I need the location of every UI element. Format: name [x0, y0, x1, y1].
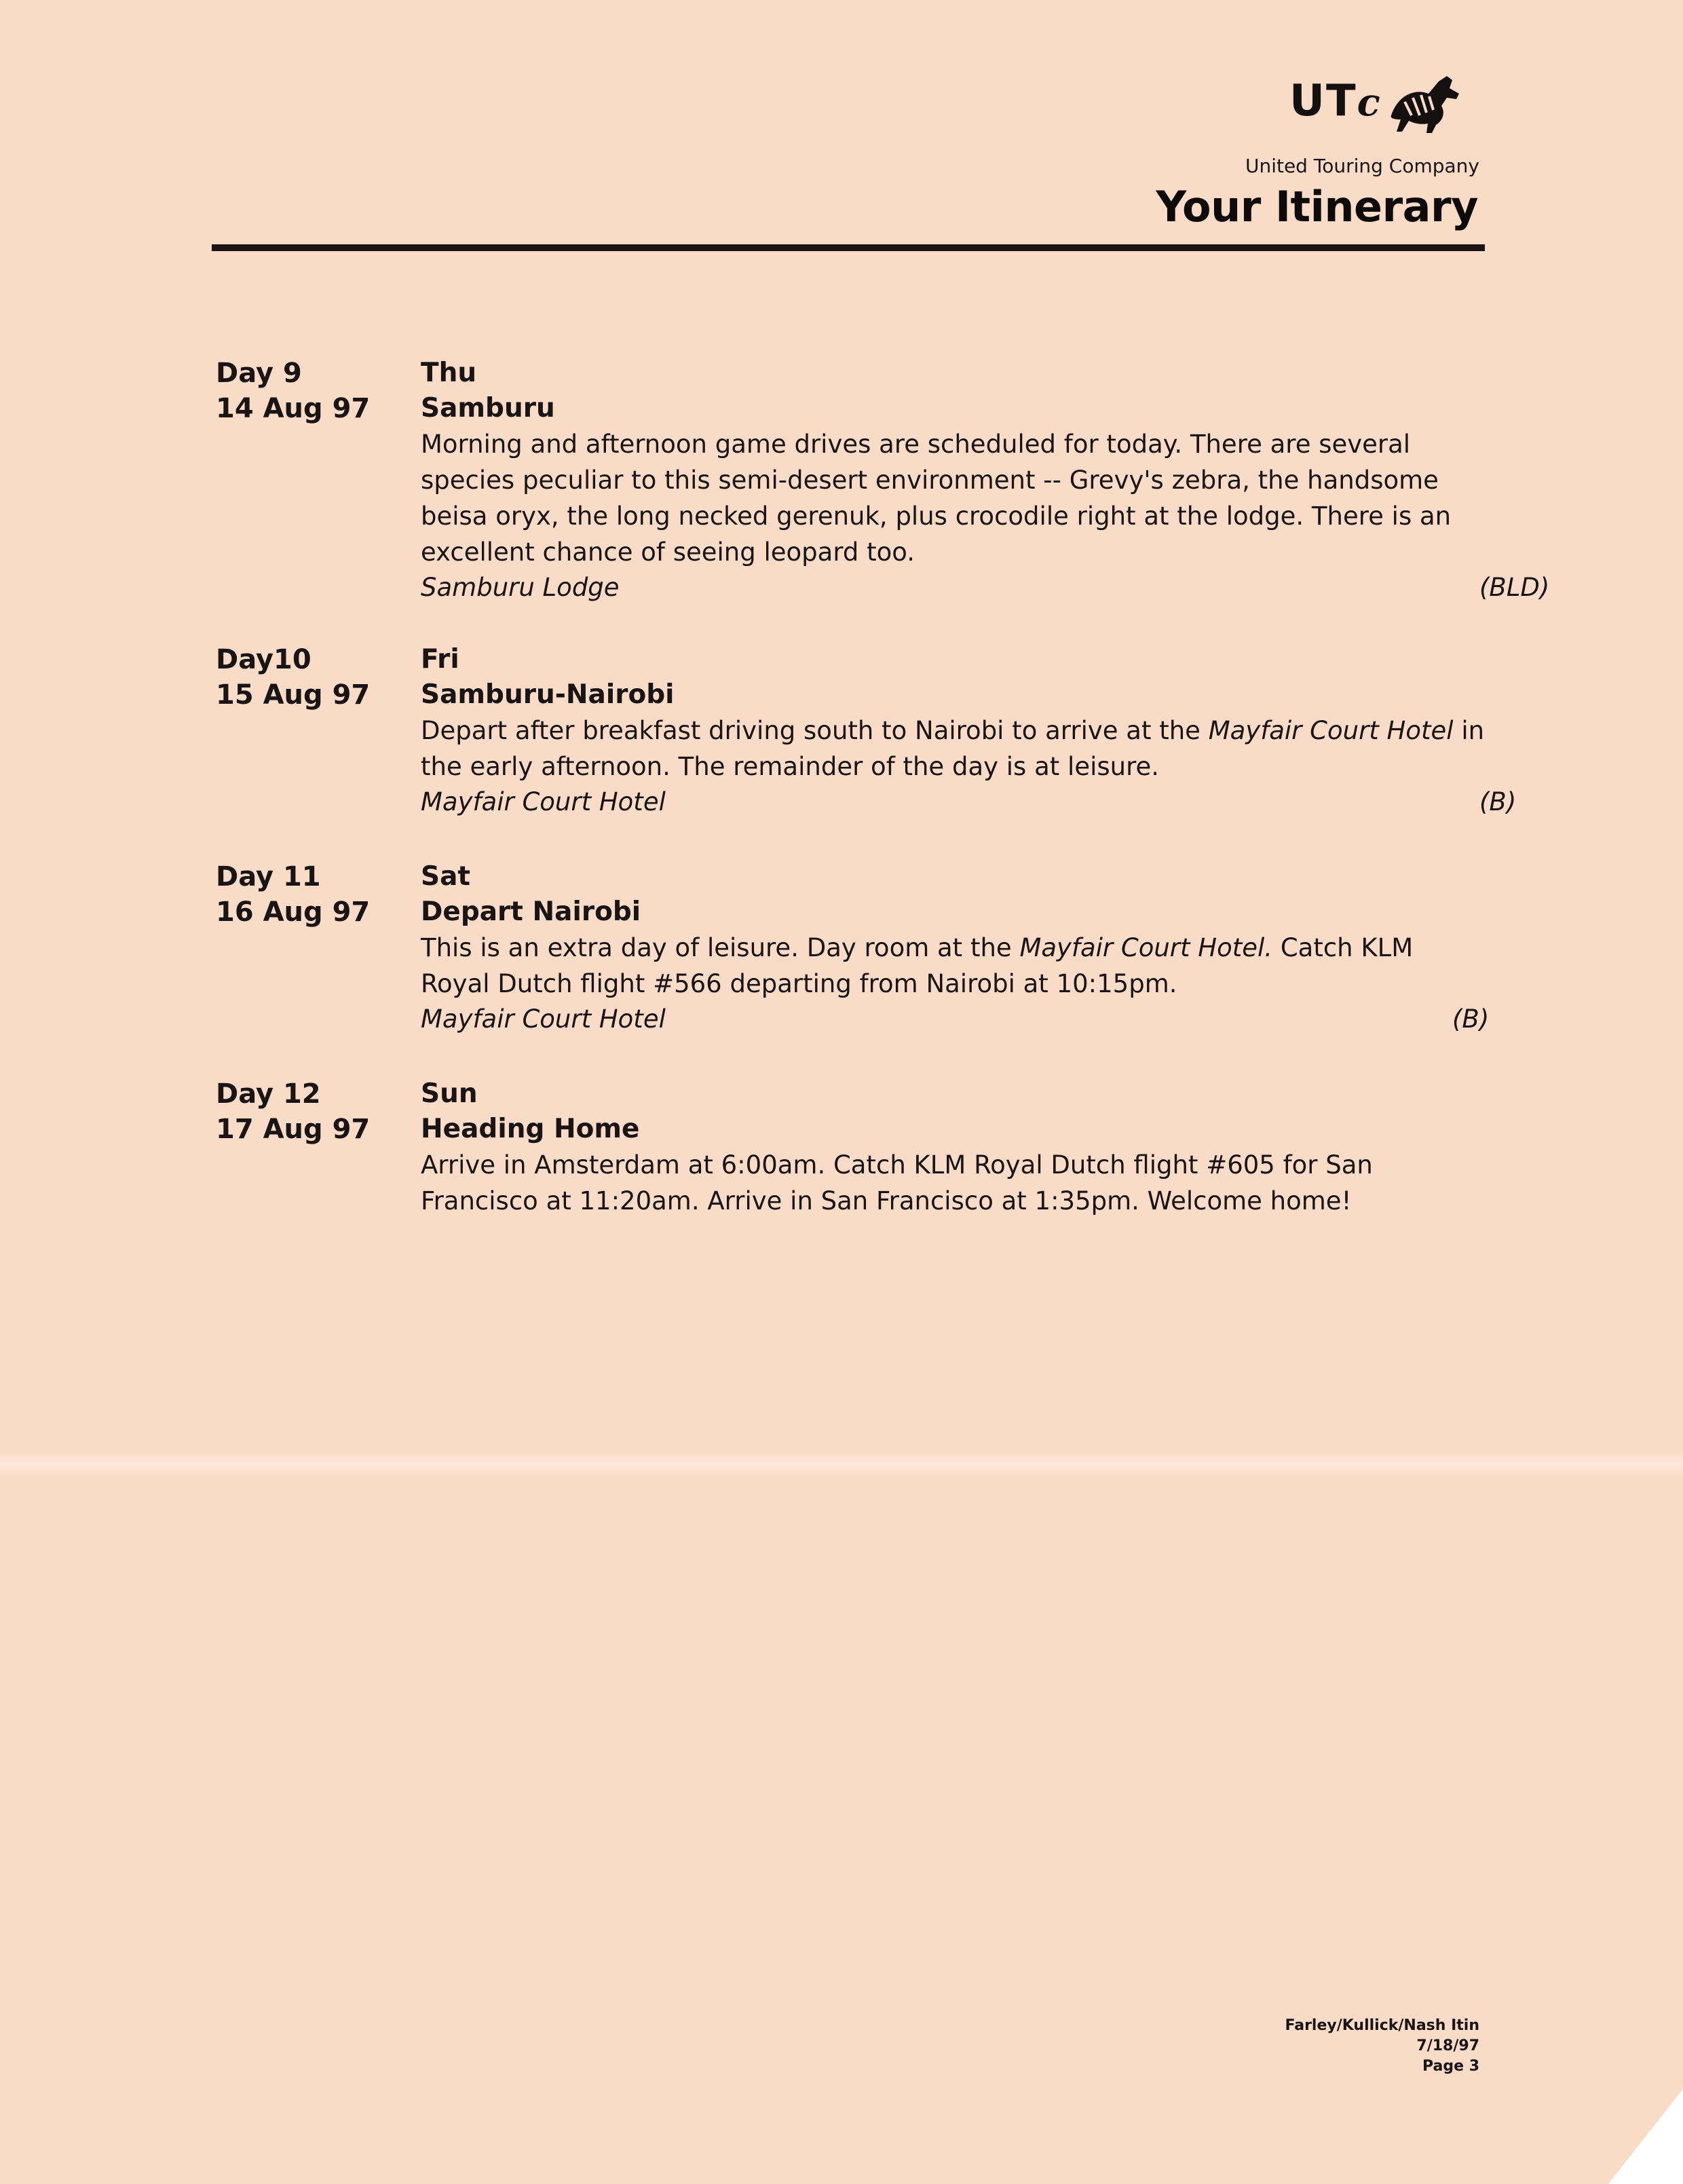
hotel-name-inline: Mayfair Court Hotel: [1208, 716, 1454, 745]
day-description: Arrive in Amsterdam at 6:00am. Catch KLM Royal Dutch flight #605 for San Francisco at 11:20am. Arrive in San Francisco at 1:35pm. Welcome home!: [421, 1150, 1373, 1216]
day-number: Day 12: [216, 1078, 321, 1110]
logo-text: [1289, 76, 1382, 126]
day-info: [216, 356, 406, 426]
day-info: [216, 642, 406, 713]
accommodation: Mayfair Court Hotel: [421, 1004, 666, 1034]
description-text: Depart after breakfast driving south to Nairobi to arrive at the: [421, 716, 1209, 745]
day-number: Day 9: [216, 358, 302, 389]
day-details: [421, 356, 1550, 607]
paper-fold-crease: [0, 1452, 1683, 1477]
accommodation: Samburu Lodge: [421, 573, 620, 602]
weekday: Fri: [421, 644, 459, 675]
logo-c: c: [1357, 80, 1382, 125]
description-text: Catch KLM Royal Dutch flight #566 departing from Nairobi at 10:15pm.: [421, 933, 1414, 998]
day-date: 15 Aug 97: [216, 679, 371, 711]
utc-logo: [1289, 68, 1466, 143]
page-title: Your Itinerary: [1156, 182, 1478, 231]
day-description: Morning and afternoon game drives are scheduled for today. There are several species peculiar to this semi-desert environment -- Grevy's zebra, the handsome beisa oryx, the long necked gerenuk, plus crocodile right at the lodge. There is an excellent chance of seeing leopard too.: [421, 430, 1452, 567]
zebra-icon: [1384, 68, 1466, 136]
day-number: Day10: [216, 644, 311, 675]
footer-reference: Farley/Kullick/Nash Itin: [1285, 2017, 1479, 2034]
page-number: Page 3: [1422, 2058, 1479, 2075]
hotel-name-inline: Mayfair Court Hotel.: [1019, 933, 1273, 962]
company-name: United Touring Company: [1245, 155, 1479, 177]
meals-code: (B): [1479, 787, 1517, 816]
day-number: Day 11: [216, 861, 321, 892]
location-title: Depart Nairobi: [421, 897, 641, 927]
header-divider: [212, 244, 1485, 251]
day-description: [421, 713, 1500, 785]
day-info: [216, 859, 406, 930]
day-details: [421, 859, 1500, 1038]
logo-letters: UT: [1289, 76, 1357, 126]
location-title: Samburu: [421, 393, 555, 423]
accommodation-line: [421, 785, 1517, 821]
weekday: Sun: [421, 1078, 478, 1109]
meals-code: (BLD): [1479, 573, 1550, 602]
weekday: Thu: [421, 358, 477, 388]
day-details: [421, 642, 1517, 821]
weekday: Sat: [421, 861, 471, 892]
day-date: 16 Aug 97: [216, 897, 371, 928]
day-date: 17 Aug 97: [216, 1114, 371, 1145]
description-text: in the early afternoon. The remainder of the day is at leisure.: [421, 716, 1485, 781]
page-footer: [1285, 2016, 1479, 2077]
torn-corner: [1608, 2089, 1683, 2184]
day-details: [421, 1076, 1500, 1219]
meals-code: (B): [1452, 1004, 1490, 1034]
day-description: [421, 930, 1425, 1002]
day-date: 14 Aug 97: [216, 393, 371, 424]
location-title: Samburu-Nairobi: [421, 679, 675, 710]
accommodation-line: [421, 1002, 1500, 1038]
day-info: [216, 1076, 406, 1147]
accommodation: Mayfair Court Hotel: [421, 787, 666, 816]
accommodation-line: [421, 570, 1550, 607]
description-text: This is an extra day of leisure. Day room at the: [421, 933, 1020, 962]
footer-date: 7/18/97: [1416, 2037, 1479, 2054]
location-title: Heading Home: [421, 1114, 640, 1144]
